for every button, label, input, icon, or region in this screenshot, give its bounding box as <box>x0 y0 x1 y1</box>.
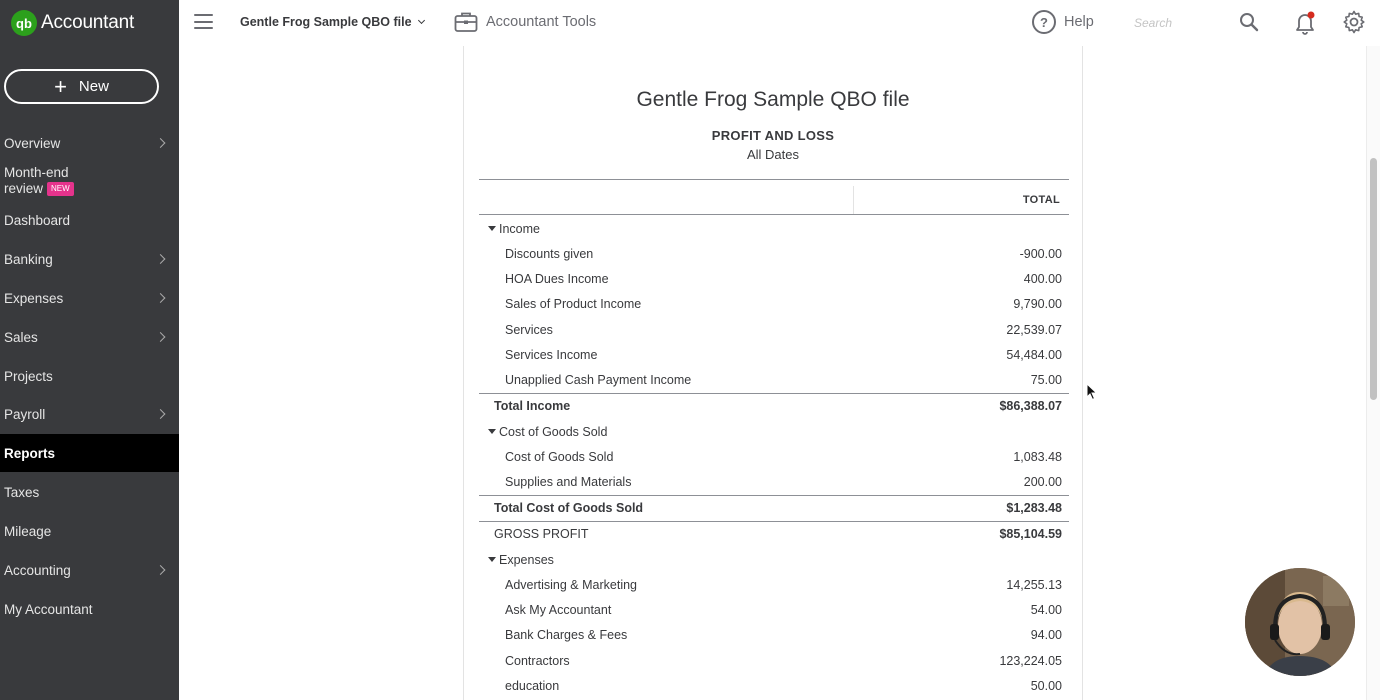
row-amount[interactable]: $86,388.07 <box>999 399 1062 413</box>
sidebar <box>0 0 179 700</box>
mouse-cursor-icon <box>1086 383 1098 401</box>
report-total-row[interactable] <box>479 393 1069 418</box>
chevron-right-icon <box>156 409 166 419</box>
row-label: HOA Dues Income <box>505 271 609 286</box>
help-icon: ? <box>1032 10 1056 34</box>
sidebar-item-label: Mileage <box>4 523 52 539</box>
report-row[interactable] <box>479 342 1069 367</box>
row-label: Contractors <box>505 653 570 668</box>
report-row[interactable] <box>479 597 1069 622</box>
accountant-tools-button[interactable] <box>454 11 596 33</box>
report-group-income[interactable] <box>479 216 1069 241</box>
row-label: Advertising & Marketing <box>505 577 638 592</box>
sidebar-item-expenses[interactable] <box>0 279 179 317</box>
sidebar-item-my-accountant[interactable] <box>0 590 179 628</box>
search-icon[interactable] <box>1239 12 1259 32</box>
column-divider <box>853 186 854 214</box>
row-amount[interactable]: 54.00 <box>1030 602 1062 617</box>
sidebar-item-overview[interactable] <box>0 124 179 162</box>
report-row[interactable] <box>479 241 1069 266</box>
row-amount[interactable]: -900.00 <box>1019 246 1062 261</box>
chevron-right-icon <box>156 254 166 264</box>
topbar <box>179 0 1380 46</box>
search-input[interactable] <box>1134 13 1234 33</box>
report-row[interactable] <box>479 317 1069 342</box>
sidebar-item-label: Taxes <box>4 484 40 500</box>
row-amount[interactable]: 22,539.07 <box>1006 322 1062 337</box>
sidebar-item-month-end-review[interactable] <box>0 162 179 200</box>
sidebar-item-label: Dashboard <box>4 212 71 228</box>
report-total-row[interactable] <box>479 495 1069 520</box>
row-label: Total Cost of Goods Sold <box>494 501 644 515</box>
row-label: Cost of Goods Sold <box>505 449 614 464</box>
row-label: Discounts given <box>505 246 594 261</box>
brand[interactable] <box>11 10 134 36</box>
chevron-right-icon <box>156 293 166 303</box>
row-label: Supplies and Materials <box>505 474 632 489</box>
sidebar-item-banking[interactable] <box>0 240 179 278</box>
report-gross-profit-row[interactable] <box>479 521 1069 546</box>
bell-icon[interactable] <box>1293 10 1317 36</box>
row-amount[interactable]: 200.00 <box>1023 474 1062 489</box>
sidebar-item-mileage[interactable] <box>0 512 179 550</box>
report-row[interactable] <box>479 622 1069 647</box>
new-button[interactable] <box>4 69 159 104</box>
row-label: GROSS PROFIT <box>494 527 589 541</box>
gear-icon[interactable] <box>1342 10 1366 34</box>
header-rule-bottom <box>479 214 1069 215</box>
report-row[interactable] <box>479 266 1069 291</box>
report-row[interactable] <box>479 648 1069 673</box>
company-name: Gentle Frog Sample QBO file <box>240 15 412 29</box>
report-row[interactable] <box>479 572 1069 597</box>
report-period: All Dates <box>746 147 800 162</box>
row-label: Cost of Goods Sold <box>499 424 608 439</box>
sidebar-item-dashboard[interactable] <box>0 201 179 239</box>
report-row[interactable] <box>479 469 1069 494</box>
sidebar-item-sales[interactable] <box>0 318 179 356</box>
sidebar-item-label-line2: review <box>4 181 44 196</box>
company-selector[interactable] <box>240 15 424 29</box>
sidebar-item-label: Banking <box>4 251 53 267</box>
report-group-cogs[interactable] <box>479 419 1069 444</box>
report-row[interactable] <box>479 367 1069 392</box>
sidebar-item-label: Overview <box>4 135 61 151</box>
webcam-video-overlay <box>1245 568 1355 676</box>
sidebar-item-payroll[interactable] <box>0 395 179 433</box>
row-label: Total Income <box>494 399 571 413</box>
row-amount[interactable]: 75.00 <box>1030 372 1062 387</box>
report-row[interactable] <box>479 673 1069 698</box>
row-amount[interactable]: 9,790.00 <box>1013 296 1062 311</box>
row-amount[interactable]: $1,283.48 <box>1006 501 1062 515</box>
header-rule-top <box>479 179 1069 180</box>
row-amount[interactable]: 54,484.00 <box>1006 347 1062 362</box>
new-badge: NEW <box>47 182 74 196</box>
row-label: Services Income <box>505 347 598 362</box>
scrollbar-thumb[interactable] <box>1370 158 1377 400</box>
sidebar-item-label: Month-end <box>4 165 69 180</box>
row-amount[interactable]: $85,104.59 <box>999 527 1062 541</box>
webcam-person-image <box>1245 568 1355 676</box>
row-amount[interactable]: 50.00 <box>1030 678 1062 693</box>
sidebar-item-label: Projects <box>4 368 53 384</box>
row-amount[interactable]: 400.00 <box>1023 271 1062 286</box>
sidebar-item-label: Expenses <box>4 290 64 306</box>
collapse-caret-icon[interactable] <box>488 226 496 231</box>
row-label: Unapplied Cash Payment Income <box>505 372 692 387</box>
column-header-total[interactable]: TOTAL <box>1022 194 1060 206</box>
brand-name: Accountant <box>41 12 135 33</box>
report-company-name: Gentle Frog Sample QBO file <box>636 88 910 111</box>
sidebar-item-taxes[interactable] <box>0 473 179 511</box>
collapse-caret-icon[interactable] <box>488 429 496 434</box>
row-label: Services <box>505 322 553 337</box>
sidebar-item-label: Payroll <box>4 406 46 422</box>
report-row[interactable] <box>479 444 1069 469</box>
collapse-caret-icon[interactable] <box>488 557 496 562</box>
accountant-tools-label: Accountant Tools <box>486 14 597 30</box>
row-amount[interactable]: 94.00 <box>1030 627 1062 642</box>
row-label: Ask My Accountant <box>505 602 612 617</box>
sidebar-item-label: Accounting <box>4 562 71 578</box>
chevron-right-icon <box>156 565 166 575</box>
hamburger-menu-icon[interactable] <box>194 14 213 29</box>
chevron-right-icon <box>156 332 166 342</box>
sidebar-item-reports[interactable] <box>0 434 179 472</box>
sidebar-item-accounting[interactable] <box>0 551 179 589</box>
row-label: Sales of Product Income <box>505 296 642 311</box>
report-title: PROFIT AND LOSS <box>711 128 835 143</box>
help-label: Help <box>1064 14 1094 30</box>
report-group-expenses[interactable] <box>479 547 1069 572</box>
help-button[interactable] <box>1032 10 1094 34</box>
plus-icon: + <box>54 73 67 99</box>
sidebar-item-label: Reports <box>4 445 56 461</box>
new-button-label: New <box>78 78 109 95</box>
sidebar-item-projects[interactable] <box>0 357 179 395</box>
quickbooks-logo-icon: qb <box>11 10 37 36</box>
row-label: Bank Charges & Fees <box>505 627 628 642</box>
row-label: Expenses <box>499 552 554 567</box>
row-label: education <box>505 678 560 693</box>
sidebar-item-label: My Accountant <box>4 601 93 617</box>
row-label: Income <box>499 221 540 236</box>
row-amount[interactable]: 14,255.13 <box>1006 577 1062 592</box>
report-row[interactable] <box>479 291 1069 316</box>
chevron-down-icon <box>418 17 425 24</box>
briefcase-icon <box>454 11 478 33</box>
report-panel <box>463 46 1083 700</box>
chevron-right-icon <box>156 138 166 148</box>
row-amount[interactable]: 123,224.05 <box>999 653 1062 668</box>
row-amount[interactable]: 1,083.48 <box>1013 449 1062 464</box>
sidebar-item-label: Sales <box>4 329 38 345</box>
notification-dot-icon <box>1308 12 1315 19</box>
